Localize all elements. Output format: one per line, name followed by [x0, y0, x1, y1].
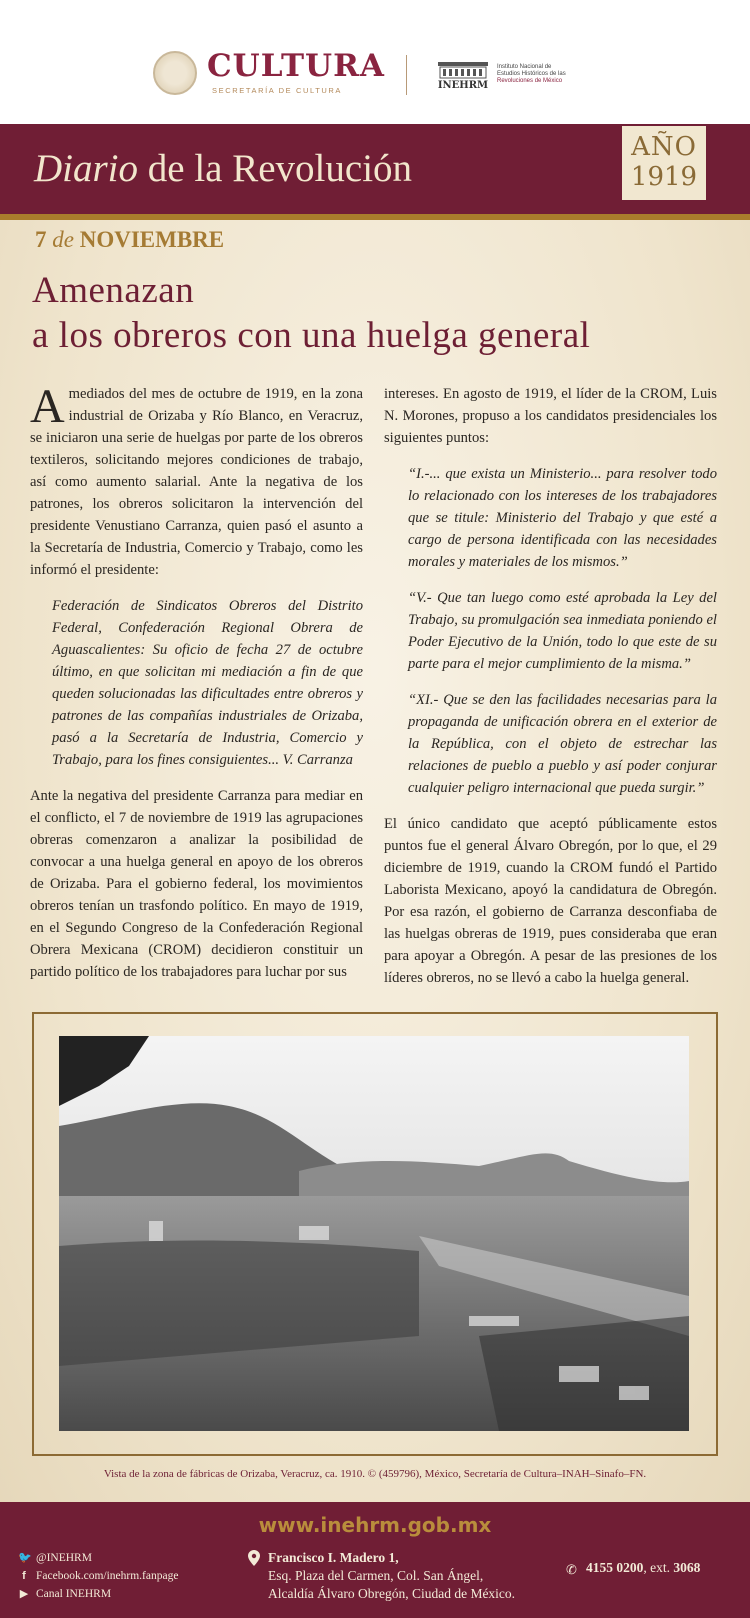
- address-line2: Esq. Plaza del Carmen, Col. San Ángel,: [268, 1568, 484, 1583]
- quote-carranza: Federación de Sindicatos Obreros del Distrito Federal, Confederación Regional Obrera de Aguascalientes: Su oficio de fecha 27 de octubre último, en que solicitan mi mediación a fin de que queden solucionadas las dificultades entre obreros y patrones de las compañías industriales de Orizaba, pasó a la Secretaría de Industria, Comercio y Trabajo, para los fines consiguientes... V. Carranza: [52, 598, 363, 768]
- inehrm-line3: Revoluciones de México: [497, 78, 563, 84]
- twitter-handle: @INEHRM: [36, 1552, 92, 1564]
- headline-line2: a los obreros con una huelga general: [32, 315, 591, 356]
- phone-ext-label: , ext.: [643, 1560, 674, 1575]
- quote-point-11: “XI.- Que se den las facilidades necesarias para la propaganda de unificación obrera en el exterior de la República, con el objeto de estrechar las relaciones de pueblo a pueblo y así poder conjurar cualquier peligro internacional que pueda surgir.”: [408, 692, 717, 796]
- paragraph-1: [30, 380, 363, 581]
- date-day: 7: [35, 227, 47, 252]
- article-column-left: [30, 380, 363, 997]
- phone-icon: ✆: [566, 1562, 577, 1577]
- location-pin-icon: [248, 1550, 260, 1566]
- banner-title-italic: Diario: [34, 147, 139, 190]
- year-label: AÑO: [631, 132, 697, 162]
- address: [268, 1549, 515, 1603]
- photo-caption: Vista de la zona de fábricas de Orizaba, Veracruz, ca. 1910. © (459796), México, Secretaría de Cultura–INAH–Sinafo–FN.: [103, 1468, 647, 1480]
- quote-point-1: “I.-... que exista un Ministerio... para resolver todo lo relacionado con los intereses de los trabajadores que se titule: Ministerio del Trabajo y que esté a cargo de persona identificada con las necesidades morales y materiales de los mismos.”: [408, 466, 717, 570]
- logo-divider: [406, 55, 407, 95]
- facebook-icon: f: [22, 1570, 26, 1582]
- date-de: de: [52, 227, 74, 252]
- cultura-logo-title: CULTURA: [207, 48, 385, 84]
- social-links: [18, 1549, 178, 1603]
- youtube-channel: Canal INEHRM: [36, 1588, 112, 1600]
- cultura-logo-subtitle: SECRETARÍA DE CULTURA: [212, 86, 343, 95]
- address-line3: Alcaldía Álvaro Obregón, Ciudad de México.: [268, 1586, 516, 1601]
- banner-title-rest: de la Revolución: [138, 147, 413, 190]
- inehrm-line2: Estudios Históricos de las: [497, 71, 566, 77]
- twitter-icon: 🐦: [18, 1552, 32, 1564]
- article-headline: [32, 268, 590, 358]
- year-value: 1919: [630, 162, 698, 192]
- banner-title: [34, 146, 412, 191]
- headline-line1: Amenazan: [32, 270, 195, 311]
- website-link[interactable]: www.inehrm.gob.mx: [258, 1513, 492, 1537]
- inehrm-logo-label: INEHRM: [437, 80, 489, 90]
- article-column-right: [384, 383, 717, 1003]
- article-date: [35, 227, 224, 253]
- paragraph-2: Ante la negativa del presidente Carranza para mediar en el conflicto, el 7 de noviembre de 1919 las agrupaciones obreras comenzaron a analizar la posibilidad de convocar a una huelga general en apoyo de los obreros de Orizaba. Para el gobierno federal, los movimientos obreros tenían un trasfondo político. En mayo de 1919, en el Segundo Congreso de la Confederación Regional Obrera Mexicana (CROM) decidieron constituir un partido político de los trabajadores para luchar por sus: [30, 788, 363, 980]
- mexico-seal-logo: [153, 51, 197, 95]
- phone-number: [586, 1560, 700, 1576]
- phone-ext: 3068: [673, 1560, 701, 1575]
- orizaba-photo: [59, 1036, 689, 1431]
- quote-point-5: “V.- Que tan luego como esté aprobada la Ley del Trabajo, su promulgación sea inmediata poniendo el Poder Ejecutivo de la Unión, todo lo que este de su parte para el mejor cumplimiento de la misma.”: [408, 590, 717, 672]
- inehrm-line1: Instituto Nacional de: [497, 64, 552, 70]
- paragraph-1-text: mediados del mes de octubre de 1919, en la zona industrial de Orizaba y Río Blanco, en Veracruz, se iniciaron una serie de huelgas por parte de los obreros textileros, solicitando mejores condiciones de trabajo, así como aumento salarial. Ante la negativa de los patrones, los obreros solicitaron la intervención del presidente Venustiano Carranza, quien pasó el asunto a la Secretaría de Industria, Comercio y Trabajo, como les informó el presidente:: [30, 386, 363, 578]
- paragraph-3: intereses. En agosto de 1919, el líder de la CROM, Luis N. Morones, propuso a los candidatos presidenciales los siguientes puntos:: [384, 386, 717, 446]
- youtube-link[interactable]: [18, 1585, 178, 1603]
- phone-main: 4155 0200: [586, 1560, 644, 1575]
- address-line1: Francisco I. Madero 1,: [268, 1550, 399, 1565]
- youtube-icon: ▶: [19, 1588, 29, 1600]
- inehrm-logo: [434, 58, 492, 90]
- twitter-link[interactable]: [18, 1549, 178, 1567]
- drop-cap: A: [30, 380, 65, 433]
- paragraph-4: El único candidato que aceptó públicamente estos puntos fue el general Álvaro Obregón, por lo que, el 29 diciembre de 1919, cuando la CROM fundó el Partido Laborista Mexicano, apoyó la candidatura de Obregón. Por esa razón, el gobierno de Carranza desconfiaba de las huelgas obreras de 1919, pues consideraba que eran para apoyar a Obregón. A pesar de las presiones de los líderes obreros, no se llevó a cabo la huelga general.: [384, 816, 717, 986]
- facebook-url: Facebook.com/inehrm.fanpage: [36, 1570, 179, 1582]
- facebook-link[interactable]: [18, 1567, 178, 1585]
- inehrm-institute-name: [497, 64, 567, 85]
- date-month: NOVIEMBRE: [79, 227, 225, 252]
- year-box: [622, 126, 706, 200]
